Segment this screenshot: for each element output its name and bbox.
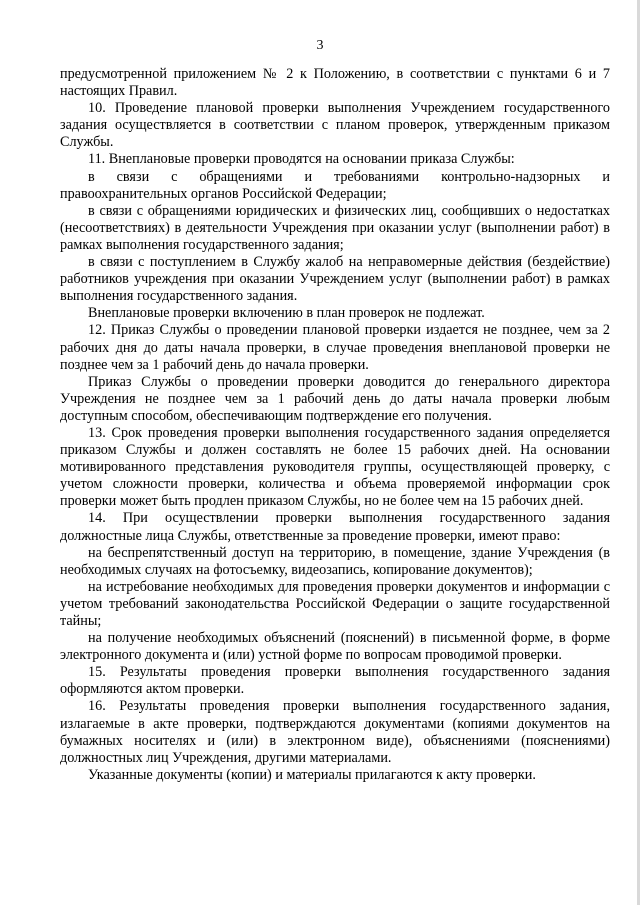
paragraph-attachments: Указанные документы (копии) и материалы прилагаются к акту проверки. bbox=[88, 766, 536, 783]
document-body bbox=[60, 66, 610, 784]
paragraph-12-notice: Приказ Службы о проведении проверки доводится до генерального директора Учреждения не позднее чем за 1 рабочий день до даты начала проверки любым доступным способом, обеспечивающим подтверждение его получения. bbox=[60, 373, 610, 424]
paragraph-11-item-3: в связи с поступлением в Службу жалоб на неправомерные действия (бездействие) работников учреждения при оказании Учреждением услуг (выполнении работ) в рамках выполнения государственного задания. bbox=[60, 254, 610, 305]
paragraph-11-item-1: в связи с обращениями и требованиями контрольно-надзорных и правоохранительных органов Российской Федерации; bbox=[60, 168, 610, 202]
paragraph-11: 11. Внеплановые проверки проводятся на основании приказа Службы: bbox=[88, 151, 515, 168]
paragraph-10: 10. Проведение плановой проверки выполнения Учреждением государственного задания осуществляется в соответствии с планом проверок, утвержденным приказом Службы. bbox=[60, 100, 610, 151]
paragraph-11-item-2: в связи с обращениями юридических и физических лиц, сообщивших о недостатках (несоответствиях) в деятельности Учреждения при оказании услуг (выполнении работ) в рамках выполнения государственного задания; bbox=[60, 202, 610, 253]
paragraph-14: 14. При осуществлении проверки выполнения государственного задания должностные лица Службы, ответственные за проведение проверки, имеют право: bbox=[60, 510, 610, 544]
paragraph-unscheduled-note: Внеплановые проверки включению в план проверок не подлежат. bbox=[88, 305, 485, 322]
paragraph-13: 13. Срок проведения проверки выполнения государственного задания определяется приказом Службы и должен составлять не более 15 рабочих дней. На основании мотивированного представления руководителя группы, осуществляющей проверку, с учетом сложности проверки, количества и объема проверяемой информации срок проверки может быть продлен приказом Службы, но не более чем на 15 рабочих дней. bbox=[60, 424, 610, 510]
paragraph-16: 16. Результаты проведения проверки выполнения государственного задания, излагаемые в акте проверки, подтверждаются документами (копиями документов на бумажных носителях и (или) в электронном виде), объяснениями (пояснениями) должностных лиц Учреждения, другими материалами. bbox=[60, 698, 610, 766]
paragraph-continuation: предусмотренной приложением № 2 к Положению, в соответствии с пунктами 6 и 7 настоящих Правил. bbox=[60, 66, 610, 100]
page-number: 3 bbox=[316, 38, 324, 53]
paragraph-12: 12. Приказ Службы о проведении плановой проверки издается не позднее, чем за 2 рабочих дня до даты начала проверки, в случае проведения внеплановой проверки не позднее чем за 1 рабочий день до начала проверки. bbox=[60, 322, 610, 373]
paragraph-14-right-3: на получение необходимых объяснений (пояснений) в письменной форме, в форме электронного документа и (или) устной форме по вопросам проводимой проверки. bbox=[60, 630, 610, 664]
paragraph-14-right-1: на беспрепятственный доступ на территорию, в помещение, здание Учреждения (в необходимых случаях на фотосъемку, видеозапись, копирование документов); bbox=[60, 544, 610, 578]
paragraph-15: 15. Результаты проведения проверки выполнения государственного задания оформляются актом проверки. bbox=[60, 664, 610, 698]
paragraph-14-right-2: на истребование необходимых для проведения проверки документов и информации с учетом требований законодательства Российской Федерации о защите государственной тайны; bbox=[60, 578, 610, 629]
